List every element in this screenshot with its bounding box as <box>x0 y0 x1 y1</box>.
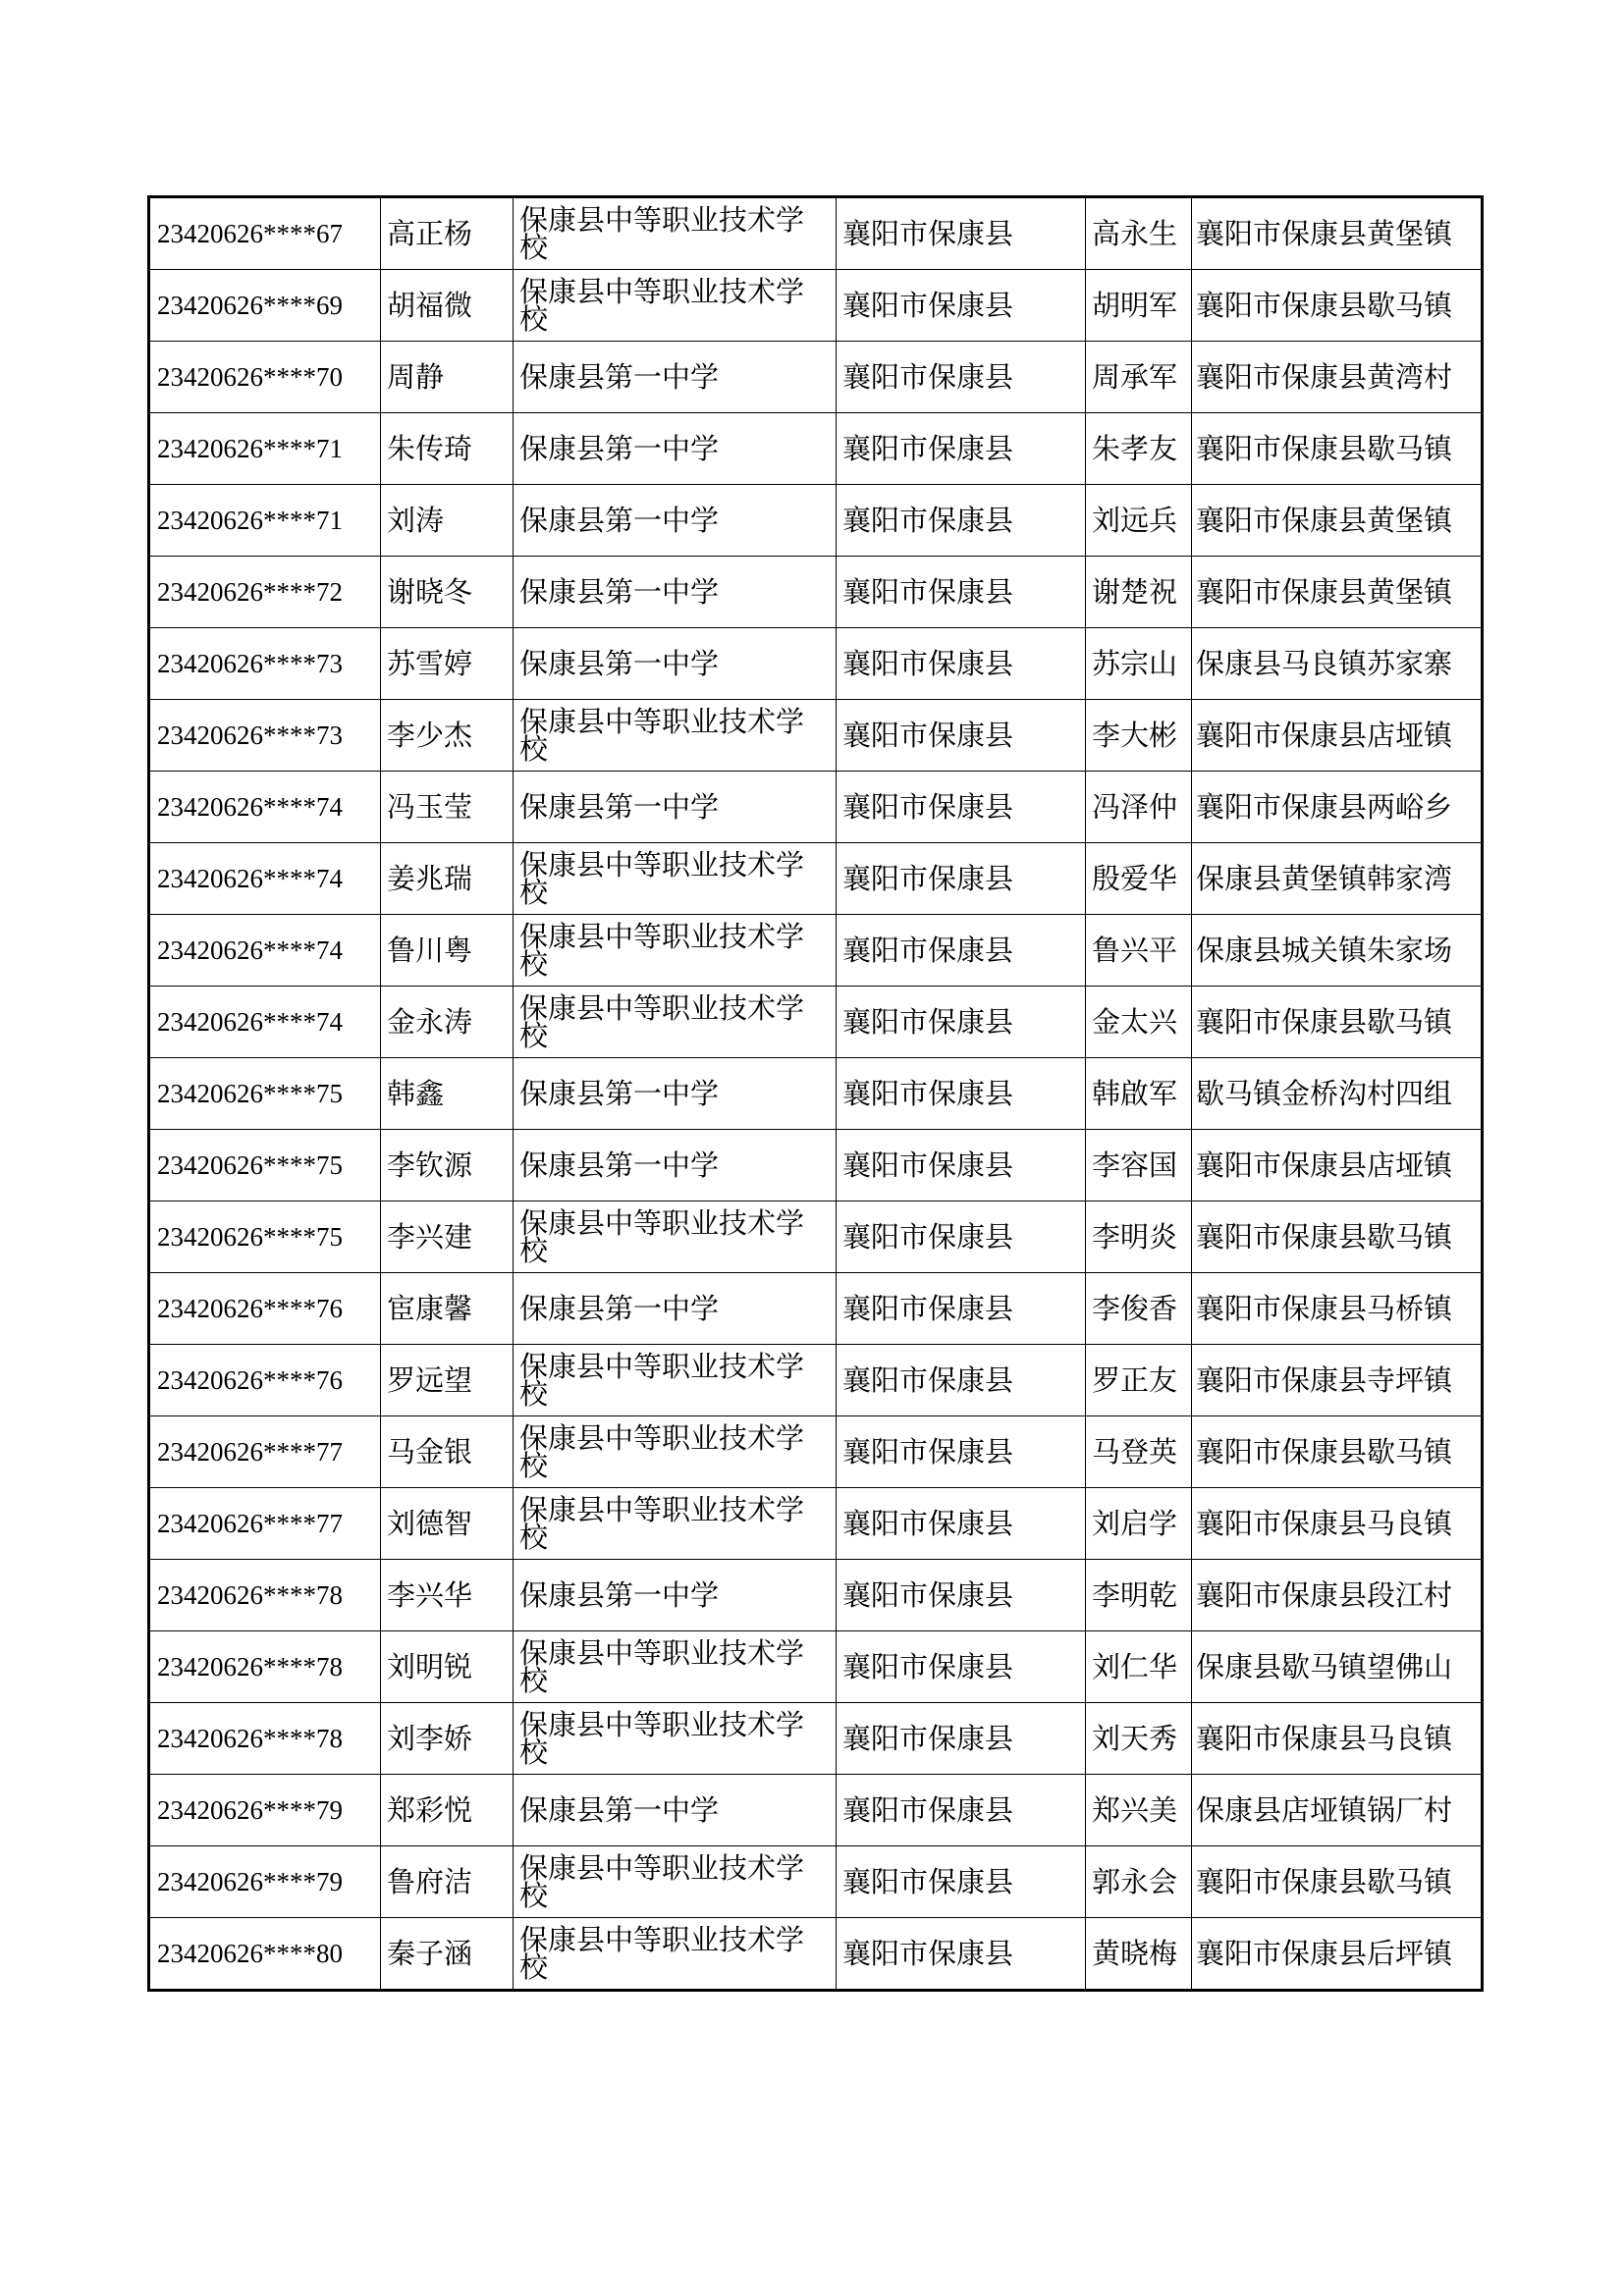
student-id-cell: 23420626****73 <box>149 700 381 772</box>
student-id-cell: 23420626****70 <box>149 342 381 413</box>
guardian-name-cell: 李俊香 <box>1086 1273 1192 1345</box>
guardian-name-cell: 谢楚祝 <box>1086 557 1192 628</box>
student-name-cell: 冯玉莹 <box>381 772 514 843</box>
student-name-cell: 李钦源 <box>381 1130 514 1201</box>
school-cell: 保康县中等职业技术学校 <box>514 987 837 1058</box>
table-row <box>149 1273 1483 1345</box>
student-name-cell: 周静 <box>381 342 514 413</box>
table-row <box>149 557 1483 628</box>
region-cell: 襄阳市保康县 <box>837 1201 1086 1273</box>
school-cell: 保康县中等职业技术学校 <box>514 1631 837 1703</box>
student-id-cell: 23420626****74 <box>149 987 381 1058</box>
address-cell: 襄阳市保康县黄湾村 <box>1192 342 1483 413</box>
student-name-cell: 高正杨 <box>381 197 514 270</box>
table-row <box>149 700 1483 772</box>
student-id-cell: 23420626****76 <box>149 1273 381 1345</box>
table-row <box>149 270 1483 342</box>
table-row <box>149 1130 1483 1201</box>
region-cell: 襄阳市保康县 <box>837 197 1086 270</box>
roster-table <box>147 195 1484 1992</box>
region-cell: 襄阳市保康县 <box>837 628 1086 700</box>
student-name-cell: 鲁府洁 <box>381 1846 514 1918</box>
region-cell: 襄阳市保康县 <box>837 1703 1086 1775</box>
student-name-cell: 刘德智 <box>381 1488 514 1560</box>
guardian-name-cell: 周承军 <box>1086 342 1192 413</box>
address-cell: 襄阳市保康县黄堡镇 <box>1192 557 1483 628</box>
address-cell: 襄阳市保康县段江村 <box>1192 1560 1483 1631</box>
guardian-name-cell: 刘远兵 <box>1086 485 1192 557</box>
address-cell: 襄阳市保康县黄堡镇 <box>1192 197 1483 270</box>
table-row <box>149 1345 1483 1416</box>
address-cell: 襄阳市保康县店垭镇 <box>1192 1130 1483 1201</box>
guardian-name-cell: 刘天秀 <box>1086 1703 1192 1775</box>
address-cell: 襄阳市保康县后坪镇 <box>1192 1918 1483 1991</box>
guardian-name-cell: 鲁兴平 <box>1086 915 1192 987</box>
school-cell: 保康县中等职业技术学校 <box>514 1846 837 1918</box>
table-row <box>149 1846 1483 1918</box>
address-cell: 襄阳市保康县歇马镇 <box>1192 270 1483 342</box>
student-id-cell: 23420626****78 <box>149 1631 381 1703</box>
guardian-name-cell: 胡明军 <box>1086 270 1192 342</box>
student-name-cell: 金永涛 <box>381 987 514 1058</box>
region-cell: 襄阳市保康县 <box>837 1488 1086 1560</box>
school-cell: 保康县第一中学 <box>514 485 837 557</box>
school-cell: 保康县第一中学 <box>514 1560 837 1631</box>
guardian-name-cell: 冯泽仲 <box>1086 772 1192 843</box>
student-id-cell: 23420626****74 <box>149 915 381 987</box>
guardian-name-cell: 金太兴 <box>1086 987 1192 1058</box>
region-cell: 襄阳市保康县 <box>837 1345 1086 1416</box>
school-cell: 保康县第一中学 <box>514 628 837 700</box>
student-id-cell: 23420626****75 <box>149 1058 381 1130</box>
address-cell: 保康县城关镇朱家场 <box>1192 915 1483 987</box>
guardian-name-cell: 罗正友 <box>1086 1345 1192 1416</box>
region-cell: 襄阳市保康县 <box>837 1058 1086 1130</box>
school-cell: 保康县第一中学 <box>514 772 837 843</box>
student-name-cell: 朱传琦 <box>381 413 514 485</box>
region-cell: 襄阳市保康县 <box>837 772 1086 843</box>
region-cell: 襄阳市保康县 <box>837 1130 1086 1201</box>
table-row <box>149 628 1483 700</box>
student-id-cell: 23420626****74 <box>149 843 381 915</box>
guardian-name-cell: 刘启学 <box>1086 1488 1192 1560</box>
guardian-name-cell: 李容国 <box>1086 1130 1192 1201</box>
address-cell: 襄阳市保康县寺坪镇 <box>1192 1345 1483 1416</box>
student-id-cell: 23420626****79 <box>149 1775 381 1846</box>
student-id-cell: 23420626****75 <box>149 1201 381 1273</box>
region-cell: 襄阳市保康县 <box>837 1416 1086 1488</box>
school-cell: 保康县第一中学 <box>514 557 837 628</box>
guardian-name-cell: 郭永会 <box>1086 1846 1192 1918</box>
table-row <box>149 1775 1483 1846</box>
student-id-cell: 23420626****79 <box>149 1846 381 1918</box>
address-cell: 襄阳市保康县歇马镇 <box>1192 1416 1483 1488</box>
address-cell: 歇马镇金桥沟村四组 <box>1192 1058 1483 1130</box>
school-cell: 保康县第一中学 <box>514 413 837 485</box>
school-cell: 保康县中等职业技术学校 <box>514 197 837 270</box>
school-cell: 保康县中等职业技术学校 <box>514 1703 837 1775</box>
address-cell: 保康县歇马镇望佛山 <box>1192 1631 1483 1703</box>
table-row <box>149 1201 1483 1273</box>
address-cell: 襄阳市保康县黄堡镇 <box>1192 485 1483 557</box>
student-id-cell: 23420626****78 <box>149 1703 381 1775</box>
region-cell: 襄阳市保康县 <box>837 1918 1086 1991</box>
table-row <box>149 342 1483 413</box>
region-cell: 襄阳市保康县 <box>837 557 1086 628</box>
address-cell: 保康县马良镇苏家寨 <box>1192 628 1483 700</box>
region-cell: 襄阳市保康县 <box>837 1775 1086 1846</box>
address-cell: 襄阳市保康县歇马镇 <box>1192 413 1483 485</box>
region-cell: 襄阳市保康县 <box>837 1273 1086 1345</box>
address-cell: 襄阳市保康县店垭镇 <box>1192 700 1483 772</box>
table-row <box>149 843 1483 915</box>
student-id-cell: 23420626****77 <box>149 1416 381 1488</box>
address-cell: 襄阳市保康县歇马镇 <box>1192 1846 1483 1918</box>
school-cell: 保康县中等职业技术学校 <box>514 270 837 342</box>
region-cell: 襄阳市保康县 <box>837 270 1086 342</box>
student-name-cell: 韩鑫 <box>381 1058 514 1130</box>
school-cell: 保康县中等职业技术学校 <box>514 915 837 987</box>
school-cell: 保康县中等职业技术学校 <box>514 1918 837 1991</box>
guardian-name-cell: 苏宗山 <box>1086 628 1192 700</box>
student-id-cell: 23420626****76 <box>149 1345 381 1416</box>
student-name-cell: 秦子涵 <box>381 1918 514 1991</box>
student-id-cell: 23420626****72 <box>149 557 381 628</box>
address-cell: 保康县黄堡镇韩家湾 <box>1192 843 1483 915</box>
table-row <box>149 1918 1483 1991</box>
student-name-cell: 宦康馨 <box>381 1273 514 1345</box>
guardian-name-cell: 李明乾 <box>1086 1560 1192 1631</box>
address-cell: 襄阳市保康县两峪乡 <box>1192 772 1483 843</box>
school-cell: 保康县中等职业技术学校 <box>514 1488 837 1560</box>
student-id-cell: 23420626****71 <box>149 413 381 485</box>
student-name-cell: 谢晓冬 <box>381 557 514 628</box>
student-id-cell: 23420626****77 <box>149 1488 381 1560</box>
region-cell: 襄阳市保康县 <box>837 413 1086 485</box>
table-row <box>149 485 1483 557</box>
guardian-name-cell: 李大彬 <box>1086 700 1192 772</box>
school-cell: 保康县第一中学 <box>514 1130 837 1201</box>
school-cell: 保康县中等职业技术学校 <box>514 700 837 772</box>
guardian-name-cell: 朱孝友 <box>1086 413 1192 485</box>
region-cell: 襄阳市保康县 <box>837 342 1086 413</box>
address-cell: 保康县店垭镇锅厂村 <box>1192 1775 1483 1846</box>
school-cell: 保康县中等职业技术学校 <box>514 1416 837 1488</box>
student-id-cell: 23420626****74 <box>149 772 381 843</box>
table-row <box>149 772 1483 843</box>
student-id-cell: 23420626****67 <box>149 197 381 270</box>
region-cell: 襄阳市保康县 <box>837 700 1086 772</box>
address-cell: 襄阳市保康县歇马镇 <box>1192 1201 1483 1273</box>
region-cell: 襄阳市保康县 <box>837 987 1086 1058</box>
guardian-name-cell: 马登英 <box>1086 1416 1192 1488</box>
guardian-name-cell: 黄晓梅 <box>1086 1918 1192 1991</box>
table-row <box>149 413 1483 485</box>
guardian-name-cell: 李明炎 <box>1086 1201 1192 1273</box>
student-id-cell: 23420626****75 <box>149 1130 381 1201</box>
address-cell: 襄阳市保康县歇马镇 <box>1192 987 1483 1058</box>
student-id-cell: 23420626****71 <box>149 485 381 557</box>
guardian-name-cell: 殷爱华 <box>1086 843 1192 915</box>
student-name-cell: 刘涛 <box>381 485 514 557</box>
school-cell: 保康县中等职业技术学校 <box>514 843 837 915</box>
table-row <box>149 987 1483 1058</box>
student-name-cell: 郑彩悦 <box>381 1775 514 1846</box>
table-row <box>149 915 1483 987</box>
region-cell: 襄阳市保康县 <box>837 915 1086 987</box>
table-row <box>149 1631 1483 1703</box>
region-cell: 襄阳市保康县 <box>837 843 1086 915</box>
student-name-cell: 刘李娇 <box>381 1703 514 1775</box>
student-id-cell: 23420626****80 <box>149 1918 381 1991</box>
school-cell: 保康县第一中学 <box>514 1058 837 1130</box>
table-row <box>149 1416 1483 1488</box>
guardian-name-cell: 韩啟军 <box>1086 1058 1192 1130</box>
address-cell: 襄阳市保康县马良镇 <box>1192 1703 1483 1775</box>
address-cell: 襄阳市保康县马良镇 <box>1192 1488 1483 1560</box>
student-name-cell: 苏雪婷 <box>381 628 514 700</box>
region-cell: 襄阳市保康县 <box>837 485 1086 557</box>
table-row <box>149 1488 1483 1560</box>
guardian-name-cell: 高永生 <box>1086 197 1192 270</box>
guardian-name-cell: 郑兴美 <box>1086 1775 1192 1846</box>
student-name-cell: 胡福微 <box>381 270 514 342</box>
student-id-cell: 23420626****78 <box>149 1560 381 1631</box>
school-cell: 保康县第一中学 <box>514 342 837 413</box>
table-row <box>149 197 1483 270</box>
student-name-cell: 李兴建 <box>381 1201 514 1273</box>
table-row <box>149 1560 1483 1631</box>
school-cell: 保康县第一中学 <box>514 1775 837 1846</box>
region-cell: 襄阳市保康县 <box>837 1631 1086 1703</box>
student-name-cell: 鲁川粤 <box>381 915 514 987</box>
student-id-cell: 23420626****69 <box>149 270 381 342</box>
school-cell: 保康县第一中学 <box>514 1273 837 1345</box>
student-name-cell: 罗远望 <box>381 1345 514 1416</box>
school-cell: 保康县中等职业技术学校 <box>514 1345 837 1416</box>
table-row <box>149 1703 1483 1775</box>
address-cell: 襄阳市保康县马桥镇 <box>1192 1273 1483 1345</box>
region-cell: 襄阳市保康县 <box>837 1846 1086 1918</box>
region-cell: 襄阳市保康县 <box>837 1560 1086 1631</box>
table-row <box>149 1058 1483 1130</box>
student-name-cell: 李兴华 <box>381 1560 514 1631</box>
roster-body <box>149 197 1483 1991</box>
student-id-cell: 23420626****73 <box>149 628 381 700</box>
student-name-cell: 马金银 <box>381 1416 514 1488</box>
student-name-cell: 姜兆瑞 <box>381 843 514 915</box>
student-name-cell: 刘明锐 <box>381 1631 514 1703</box>
guardian-name-cell: 刘仁华 <box>1086 1631 1192 1703</box>
student-name-cell: 李少杰 <box>381 700 514 772</box>
school-cell: 保康县中等职业技术学校 <box>514 1201 837 1273</box>
